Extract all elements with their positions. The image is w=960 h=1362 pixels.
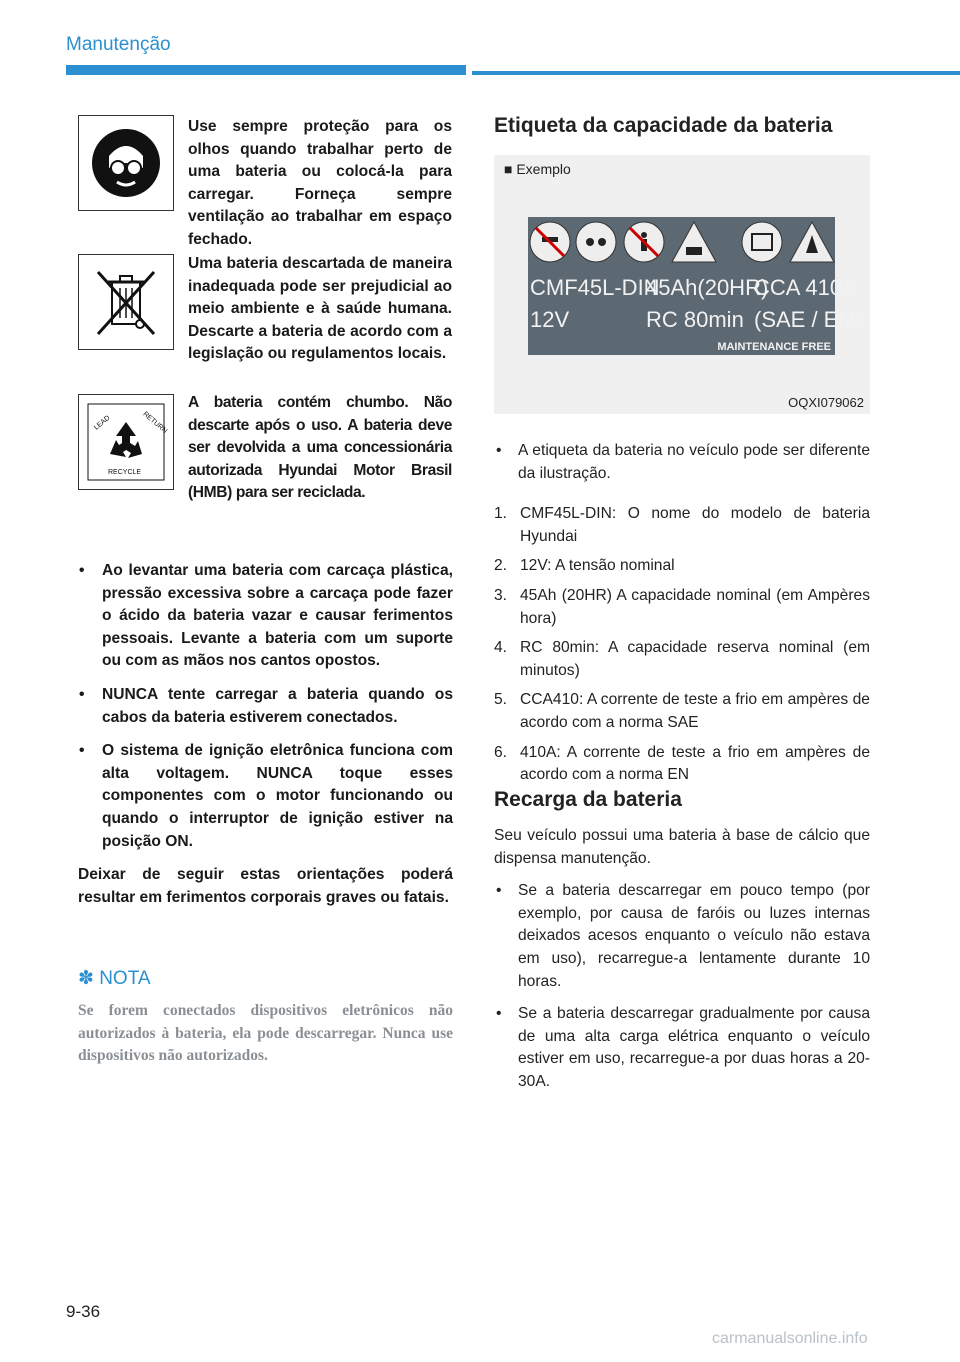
battery-label-figure <box>494 155 870 414</box>
recycle-text: RECYCLE <box>108 469 142 476</box>
goggles-icon <box>586 238 594 246</box>
label-note: • A etiqueta da bateria no veículo pode ser diferente da ilustração. <box>494 440 870 485</box>
header-bar-left <box>66 65 466 75</box>
item-number: 5. <box>494 691 508 709</box>
label-voltage: 12V <box>530 307 570 332</box>
page-number: 9-36 <box>66 1302 101 1321</box>
list-item <box>494 689 870 734</box>
footer-watermark: carmanualsonline.info <box>712 1330 868 1347</box>
item-number: 4. <box>494 639 508 657</box>
item-text: 45Ah (20HR) A capacidade nominal (em Ampères hora) <box>520 586 870 627</box>
recharge-section-title: Recarga da bateria <box>494 788 682 811</box>
label-rc: RC 80min <box>646 307 744 332</box>
nota-title: ✽ NOTA <box>78 968 151 989</box>
recycle-icon <box>78 394 174 490</box>
label-model: CMF45L-DIN <box>530 275 660 300</box>
label-section-title: Etiqueta da capacidade da bateria <box>494 114 833 137</box>
label-capacity: 45Ah(20HR) <box>646 275 769 300</box>
item-text: CMF45L-DIN: O nome do modelo de bateria Hyundai <box>520 505 870 545</box>
item-text: 410A: A corrente de teste a frio em ampères de acordo com a norma EN <box>520 743 870 784</box>
item-text: CCA410: A corrente de teste a frio em ampères de acordo com a norma SAE <box>520 691 870 731</box>
list-item: • Se a bateria descarregar gradualmente por causa de uma alta carga elétrica enquanto o veículo estiver em uso, recarregue-a por duas horas a 20-30A. <box>494 1003 870 1093</box>
safety-pictograms <box>528 217 835 267</box>
label-cca: CCA 410A <box>754 275 857 300</box>
list-item: • Ao levantar uma bateria com carcaça plástica, pressão excessiva sobre a carcaça pode fazer o ácido da bateria vazar e causar ferimentos pessoais. Levante a bateria com um suporte ou com as mãos nos cantos opostos. <box>78 560 453 673</box>
crossed-bin-icon <box>78 254 174 350</box>
item-text: RC 80min: A capacidade reserva nominal (em minutos) <box>520 639 870 679</box>
item-text: 12V: A tensão nominal <box>520 557 675 575</box>
list-item <box>494 637 870 682</box>
list-item: • NUNCA tente carregar a bateria quando os cabos da bateria estiverem conectados. <box>78 684 453 729</box>
warning-text-lead: A bateria contém chumbo. Não descarte após o uso. A bateria deve ser devolvida a uma concessionária autorizada Hyundai Motor Brasil (HMB) para ser reciclada. <box>188 394 452 502</box>
warning-bullets <box>78 560 453 909</box>
list-item <box>494 503 870 548</box>
warning-text-disposal: Uma bateria descartada de maneira inadequada pode ser prejudicial ao meio ambiente e à saúde humana. Descarte a bateria de acordo com a legislação ou regulamentos locais. <box>188 255 452 363</box>
header-bar-right <box>472 71 960 75</box>
section-title: Manutenção <box>66 34 171 55</box>
warning-text-eye: Use sempre proteção para os olhos quando trabalhar perto de uma bateria ou colocá-la para carregar. Forneça sempre ventilação ao trabalhar em espaço fechado. <box>188 118 452 248</box>
battery-label-image <box>528 217 862 355</box>
label-maintenance-free: MAINTENANCE FREE <box>717 341 831 353</box>
warning-summary: Deixar de seguir estas orientações poderá resultar em ferimentos corporais graves ou fatais. <box>78 866 453 906</box>
label-standard: (SAE / EN) <box>754 307 862 332</box>
label-details <box>494 440 870 794</box>
item-number: 6. <box>494 743 508 761</box>
acid-icon <box>686 247 702 255</box>
item-number: 2. <box>494 557 508 575</box>
return-text: RETURN <box>141 410 169 435</box>
item-number: 1. <box>494 505 508 523</box>
list-item <box>494 742 870 787</box>
list-item: • O sistema de ignição eletrônica funciona com alta voltagem. NUNCA toque esses componentes com o motor funcionando ou quando o interruptor de ignição estiver na posição ON. <box>78 740 453 853</box>
figure-code: OQXI079062 <box>788 395 864 410</box>
eye-protection-icon <box>78 115 174 211</box>
list-item: • Se a bateria descarregar em pouco tempo (por exemplo, por causa de faróis ou luzes internas deixados acesos enquanto o veículo não estava em uso), recarregue-a lentamente durante 10 horas. <box>494 880 870 993</box>
children-icon <box>641 232 647 238</box>
list-item <box>494 585 870 630</box>
recharge-intro: Seu veículo possui uma bateria à base de cálcio que dispensa manutenção. <box>494 827 870 867</box>
lead-text: LEAD <box>93 414 112 432</box>
nota-text: Se forem conectados dispositivos eletrônicos não autorizados à bateria, ela pode descarregar. Nunca use dispositivos não autorizados. <box>78 1002 453 1065</box>
item-number: 3. <box>494 586 508 604</box>
list-item <box>494 555 870 578</box>
figure-example-label: ■ Exemplo <box>504 161 571 177</box>
recharge-content <box>494 825 870 1094</box>
